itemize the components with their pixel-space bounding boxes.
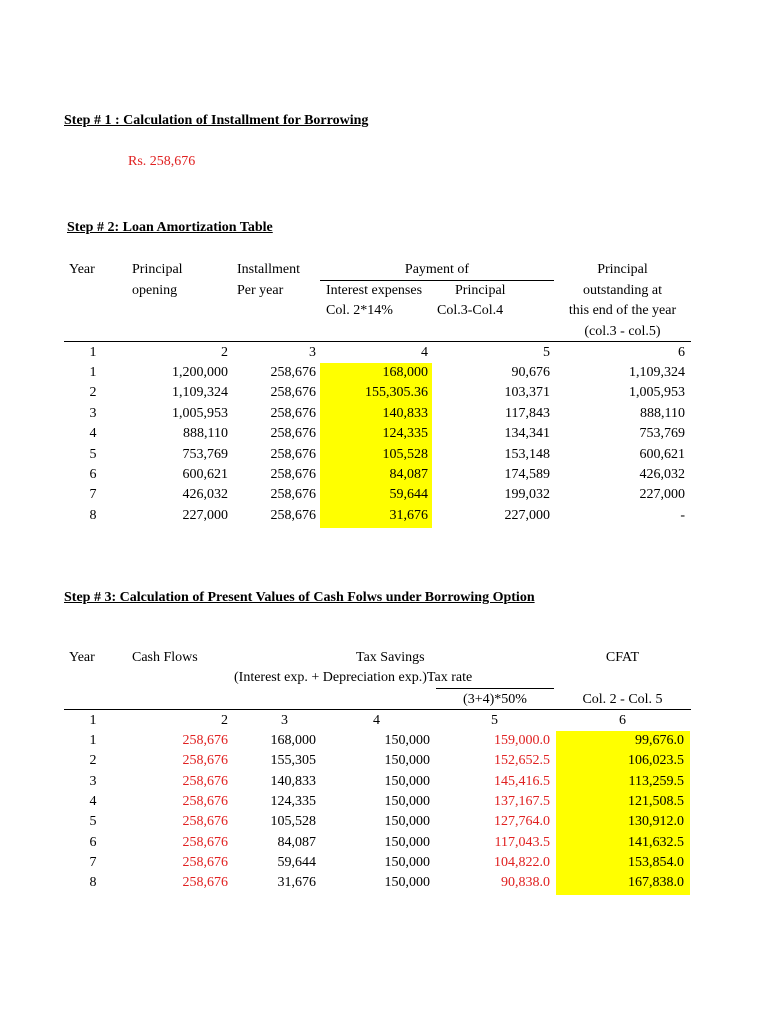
table-cell: 258,676	[182, 794, 228, 809]
column-number: 5	[491, 713, 498, 728]
table-cell: 7	[89, 487, 97, 502]
column-number: 6	[678, 345, 685, 360]
column-number: 1	[89, 345, 97, 360]
header-year: Year	[69, 650, 95, 665]
table-cell: 8	[89, 508, 97, 523]
header-tax-savings: Tax Savings	[356, 650, 425, 665]
table-cell: 137,167.5	[494, 794, 550, 809]
table-cell: 84,087	[277, 835, 316, 850]
table-cell: 1	[89, 365, 97, 380]
table-cell: 150,000	[384, 733, 430, 748]
table-cell: 3	[89, 406, 97, 421]
table-cell: 258,676	[182, 814, 228, 829]
table-cell: 127,764.0	[494, 814, 550, 829]
step1-amount: Rs. 258,676	[128, 154, 196, 169]
table-cell: 1,005,953	[172, 406, 228, 421]
table-cell: 426,032	[182, 487, 228, 502]
table-cell: 258,676	[182, 774, 228, 789]
table-cell: 130,912.0	[628, 814, 684, 829]
table-cell: 152,652.5	[494, 753, 550, 768]
table-cell: 103,371	[504, 385, 550, 400]
table-cell: 258,676	[270, 385, 316, 400]
table-cell: 5	[89, 814, 97, 829]
header-installment-line2: Per year	[237, 283, 284, 298]
table-cell: 150,000	[384, 875, 430, 890]
table-cell: 258,676	[270, 447, 316, 462]
table-cell: 59,644	[389, 487, 428, 502]
table-cell: 1	[89, 733, 97, 748]
header-tax-formula: (Interest exp. + Depreciation exp.)Tax rate	[234, 670, 473, 685]
table-cell: 258,676	[182, 835, 228, 850]
table-cell: 2	[89, 385, 97, 400]
table-cell: 113,259.5	[628, 774, 684, 789]
table-cell: 258,676	[182, 875, 228, 890]
table-cell: 150,000	[384, 774, 430, 789]
table-cell: 117,843	[505, 406, 550, 421]
header-principal-line2: Col.3-Col.4	[437, 303, 504, 318]
table-cell: 3	[89, 774, 97, 789]
table-cell: 59,644	[277, 855, 316, 870]
table-cell: 90,676	[511, 365, 550, 380]
table-cell: 99,676.0	[635, 733, 684, 748]
table-cell: 106,023.5	[628, 753, 684, 768]
table-cell: 84,087	[389, 467, 428, 482]
table-cell: 153,854.0	[628, 855, 684, 870]
table-cell: 600,621	[182, 467, 228, 482]
table-cell: 258,676	[270, 406, 316, 421]
column-number: 2	[221, 713, 228, 728]
table-cell: 150,000	[384, 794, 430, 809]
table-cell: 888,110	[640, 406, 685, 421]
table-cell: 2	[89, 753, 97, 768]
table-cell: 159,000.0	[494, 733, 550, 748]
step3-header-rule	[64, 709, 691, 710]
header-installment-line1: Installment	[237, 262, 300, 277]
header-cfat: CFAT	[605, 650, 640, 665]
table-cell: 31,676	[277, 875, 316, 890]
table-cell: 150,000	[384, 855, 430, 870]
table-cell: 600,621	[639, 447, 685, 462]
payment-of-underline	[320, 280, 554, 281]
step1-heading: Step # 1 : Calculation of Installment for Borrowing	[64, 113, 369, 128]
header-interest-line1: Interest expenses	[326, 283, 423, 298]
table-cell: 4	[89, 794, 97, 809]
table-cell: 105,528	[382, 447, 428, 462]
step2-header-rule	[64, 341, 691, 342]
table-cell: 168,000	[382, 365, 428, 380]
table-cell: 140,833	[382, 406, 428, 421]
table-cell: 227,000	[639, 487, 685, 502]
column-number: 3	[281, 713, 288, 728]
table-cell: 140,833	[270, 774, 316, 789]
table-cell: 258,676	[182, 753, 228, 768]
column-number: 2	[221, 345, 228, 360]
table-cell: 121,508.5	[628, 794, 684, 809]
column-number: 4	[421, 345, 428, 360]
header-outstanding-line1: Principal	[597, 262, 648, 277]
table-cell: 258,676	[270, 487, 316, 502]
table-cell: 258,676	[270, 426, 316, 441]
table-cell: 258,676	[270, 365, 316, 380]
table-cell: 5	[89, 447, 97, 462]
header-col5-formula: (3+4)*50%	[463, 692, 527, 707]
table-cell: 227,000	[182, 508, 228, 523]
header-principal-line1: Principal	[455, 283, 506, 298]
table-cell: 8	[89, 875, 97, 890]
header-outstanding-line3: this end of the year	[568, 303, 677, 318]
table-cell: 258,676	[182, 855, 228, 870]
column-number: 5	[543, 345, 550, 360]
table-cell: 105,528	[270, 814, 316, 829]
table-cell: 155,305	[270, 753, 316, 768]
table-cell: 167,838.0	[628, 875, 684, 890]
table-cell: 1,005,953	[629, 385, 685, 400]
table-cell: 168,000	[270, 733, 316, 748]
step2-heading: Step # 2: Loan Amortization Table	[67, 220, 273, 235]
header-principal-opening-line2: opening	[132, 283, 178, 298]
table-cell: 258,676	[270, 508, 316, 523]
table-cell: 141,632.5	[628, 835, 684, 850]
header-outstanding-line2: outstanding at	[583, 283, 662, 298]
table-cell: 150,000	[384, 835, 430, 850]
table-cell: 31,676	[389, 508, 428, 523]
table-cell: 153,148	[504, 447, 550, 462]
table-cell: 426,032	[639, 467, 685, 482]
header-interest-line2: Col. 2*14%	[326, 303, 393, 318]
table-cell: 753,769	[639, 426, 685, 441]
table-cell: 258,676	[182, 733, 228, 748]
table-cell: 90,838.0	[501, 875, 550, 890]
table-cell: 6	[89, 467, 97, 482]
header-cfat-formula: Col. 2 - Col. 5	[582, 692, 663, 707]
column-number: 1	[89, 713, 97, 728]
column-number: 3	[309, 345, 316, 360]
table-cell: 150,000	[384, 753, 430, 768]
table-cell: 888,110	[183, 426, 228, 441]
table-cell: 7	[89, 855, 97, 870]
table-cell: 150,000	[384, 814, 430, 829]
step3-heading: Step # 3: Calculation of Present Values of Cash Folws under Borrowing Option	[64, 590, 535, 605]
table-cell: 227,000	[504, 508, 550, 523]
table-cell: 1,109,324	[172, 385, 228, 400]
header-outstanding-line4: (col.3 - col.5)	[584, 324, 661, 339]
table-cell: 199,032	[504, 487, 550, 502]
table-cell: 1,109,324	[629, 365, 685, 380]
header-cash-flows: Cash Flows	[132, 650, 198, 665]
table-cell: 6	[89, 835, 97, 850]
table-cell: 117,043.5	[494, 835, 550, 850]
table-cell: 155,305.36	[365, 385, 428, 400]
table-cell: 145,416.5	[494, 774, 550, 789]
table-cell: 753,769	[182, 447, 228, 462]
table-cell: 174,589	[504, 467, 550, 482]
table-cell: 258,676	[270, 467, 316, 482]
table-cell: 124,335	[382, 426, 428, 441]
table-cell: 124,335	[270, 794, 316, 809]
column-number: 4	[373, 713, 380, 728]
header-year: Year	[69, 262, 95, 277]
header-payment-of: Payment of	[404, 262, 470, 277]
table-cell: 134,341	[504, 426, 550, 441]
tax-formula-underline	[436, 688, 554, 689]
header-principal-opening-line1: Principal	[132, 262, 183, 277]
table-cell: 104,822.0	[494, 855, 550, 870]
column-number: 6	[619, 713, 626, 728]
table-cell: 1,200,000	[172, 365, 228, 380]
table-cell: -	[680, 508, 685, 523]
table-cell: 4	[89, 426, 97, 441]
